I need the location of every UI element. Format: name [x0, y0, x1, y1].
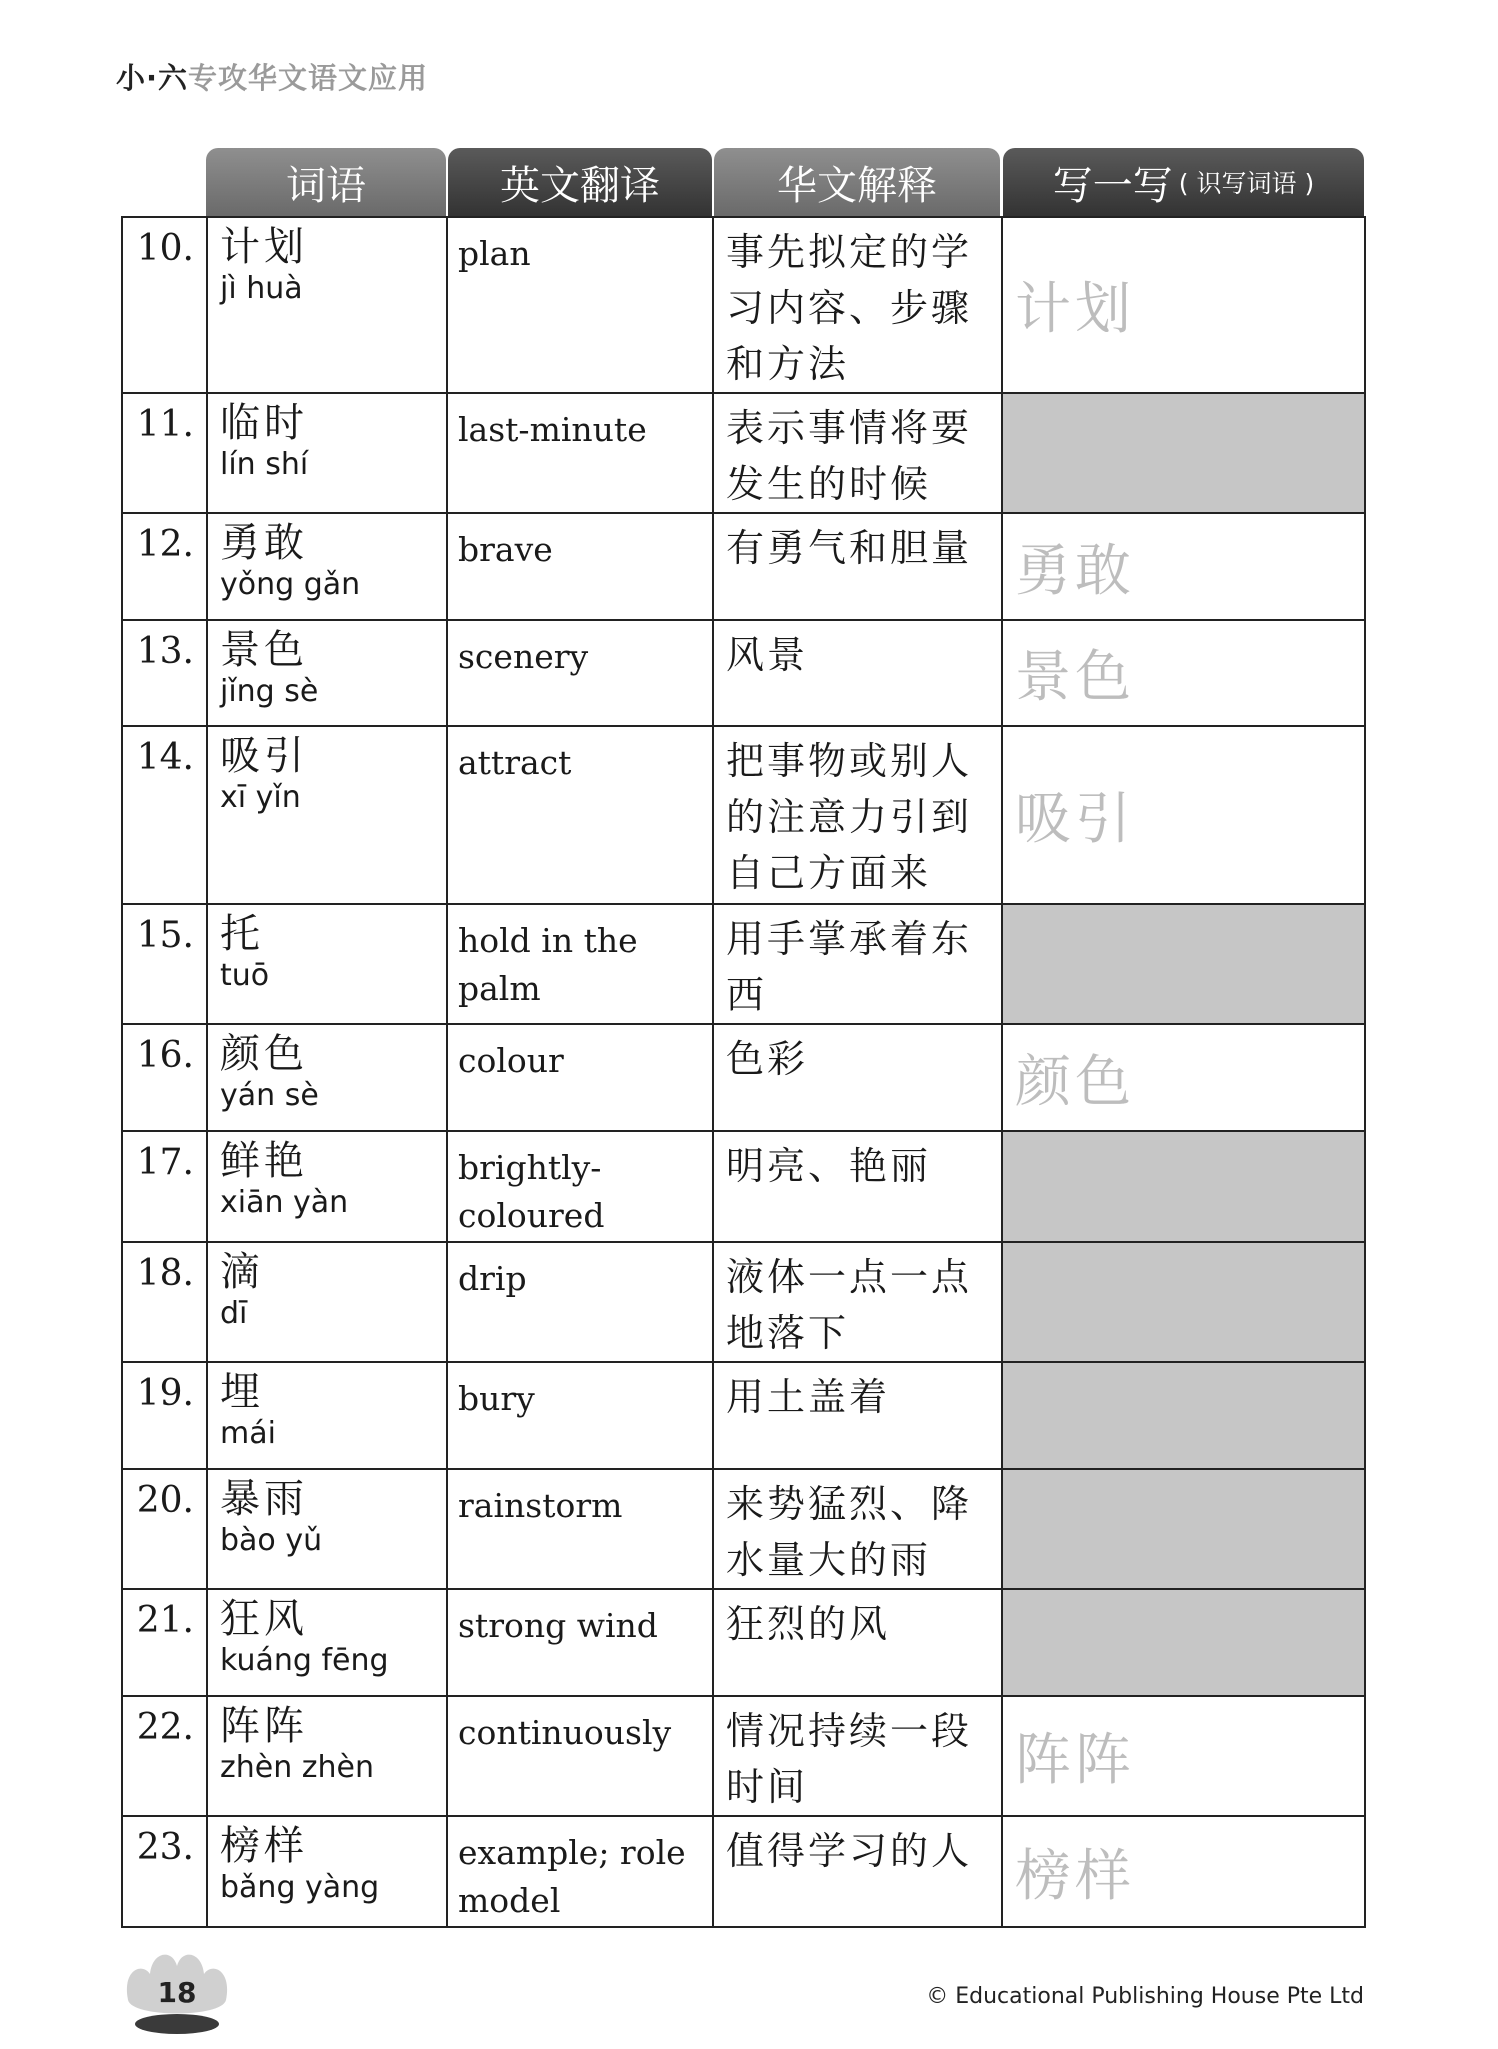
word-cell: [207, 1469, 447, 1589]
chinese-cell: 狂烈的风: [713, 1589, 1002, 1696]
word-hanzi: 榜样: [220, 1823, 308, 1869]
chinese-cell: 用土盖着: [713, 1362, 1002, 1469]
trace-word: 颜色: [1015, 1049, 1135, 1115]
table-row: [122, 1589, 1365, 1696]
write-cell[interactable]: [1002, 217, 1365, 393]
chinese-cell: 表示事情将要发生的时候: [713, 393, 1002, 513]
row-number: 16.: [122, 1024, 207, 1131]
row-number: 23.: [122, 1816, 207, 1927]
word-cell: [207, 1696, 447, 1816]
trace-word: 勇敢: [1015, 538, 1135, 604]
english-cell: colour: [447, 1024, 713, 1131]
trace-word: 吸引: [1015, 787, 1135, 852]
row-number: 20.: [122, 1469, 207, 1589]
english-cell: brightly-coloured: [447, 1131, 713, 1242]
book-title-lead: 小·六: [116, 61, 189, 95]
header-word: 词语: [206, 148, 446, 216]
word-hanzi: 临时: [220, 400, 308, 446]
row-number: 14.: [122, 726, 207, 904]
write-cell[interactable]: [1002, 904, 1365, 1024]
write-cell[interactable]: [1002, 513, 1365, 620]
word-pinyin: bào yǔ: [220, 1523, 323, 1558]
header-write: [1003, 148, 1364, 216]
word-pinyin: kuáng fēng: [220, 1643, 389, 1678]
write-cell[interactable]: [1002, 1816, 1365, 1927]
word-hanzi: 勇敢: [220, 520, 308, 566]
english-cell: plan: [447, 217, 713, 393]
row-number: 19.: [122, 1362, 207, 1469]
word-pinyin: xī yǐn: [220, 780, 301, 815]
write-cell[interactable]: [1002, 1242, 1365, 1362]
word-hanzi: 暴雨: [220, 1476, 308, 1522]
english-cell: attract: [447, 726, 713, 904]
table-row: [122, 1816, 1365, 1927]
word-pinyin: mái: [220, 1416, 276, 1451]
word-pinyin: yǒng gǎn: [220, 567, 361, 602]
english-cell: scenery: [447, 620, 713, 726]
book-title: [116, 56, 428, 97]
table-row: [122, 904, 1365, 1024]
table-row: [122, 217, 1365, 393]
row-number: 22.: [122, 1696, 207, 1816]
word-pinyin: yán sè: [220, 1078, 319, 1113]
table-row: [122, 726, 1365, 904]
word-cell: [207, 1589, 447, 1696]
trace-word: 榜样: [1015, 1843, 1135, 1909]
chinese-cell: 来势猛烈、降水量大的雨: [713, 1469, 1002, 1589]
word-hanzi: 景色: [220, 627, 308, 673]
word-hanzi: 颜色: [220, 1031, 308, 1077]
word-cell: [207, 1131, 447, 1242]
table-row: [122, 620, 1365, 726]
row-number: 18.: [122, 1242, 207, 1362]
english-cell: drip: [447, 1242, 713, 1362]
word-cell: [207, 1362, 447, 1469]
row-number: 21.: [122, 1589, 207, 1696]
word-pinyin: jǐng sè: [220, 674, 319, 709]
write-cell[interactable]: [1002, 393, 1365, 513]
word-hanzi: 计划: [220, 224, 308, 270]
word-cell: [207, 513, 447, 620]
english-cell: strong wind: [447, 1589, 713, 1696]
word-pinyin: dī: [220, 1296, 248, 1331]
table-row: [122, 1131, 1365, 1242]
word-hanzi: 滴: [220, 1249, 264, 1295]
write-cell[interactable]: [1002, 620, 1365, 726]
copyright: © Educational Publishing House Pte Ltd: [926, 1984, 1364, 2009]
chinese-cell: 有勇气和胆量: [713, 513, 1002, 620]
chinese-cell: 色彩: [713, 1024, 1002, 1131]
table-row: [122, 1696, 1365, 1816]
chinese-cell: 明亮、艳丽: [713, 1131, 1002, 1242]
header-write-note: ( 识写词语 ): [1178, 169, 1315, 198]
write-cell[interactable]: [1002, 1362, 1365, 1469]
page-number-badge: [118, 1940, 236, 2036]
word-pinyin: lín shí: [220, 447, 309, 482]
chinese-cell: 值得学习的人: [713, 1816, 1002, 1927]
word-pinyin: xiān yàn: [220, 1185, 349, 1220]
word-cell: [207, 1024, 447, 1131]
header-write-label: 写一写: [1052, 162, 1173, 209]
vocabulary-table: [121, 216, 1366, 1928]
row-number: 12.: [122, 513, 207, 620]
word-cell: [207, 620, 447, 726]
row-number: 13.: [122, 620, 207, 726]
page-number: 18: [157, 1976, 197, 2009]
english-cell: hold in the palm: [447, 904, 713, 1024]
table-row: [122, 393, 1365, 513]
table-row: [122, 1469, 1365, 1589]
word-hanzi: 狂风: [220, 1596, 308, 1642]
word-hanzi: 吸引: [220, 733, 308, 779]
chinese-cell: 用手掌承着东西: [713, 904, 1002, 1024]
row-number: 15.: [122, 904, 207, 1024]
chinese-cell: 液体一点一点地落下: [713, 1242, 1002, 1362]
row-number: 10.: [122, 217, 207, 393]
word-cell: [207, 217, 447, 393]
chinese-cell: 风景: [713, 620, 1002, 726]
word-cell: [207, 1816, 447, 1927]
row-number: 17.: [122, 1131, 207, 1242]
column-headers: [0, 148, 1498, 218]
trace-word: 计划: [1015, 277, 1135, 342]
word-pinyin: tuō: [220, 958, 270, 993]
english-cell: continuously: [447, 1696, 713, 1816]
english-cell: brave: [447, 513, 713, 620]
header-chinese: 华文解释: [714, 148, 1000, 216]
write-cell[interactable]: [1002, 1589, 1365, 1696]
table-row: [122, 513, 1365, 620]
word-hanzi: 阵阵: [220, 1703, 308, 1749]
trace-word: 阵阵: [1015, 1728, 1135, 1793]
word-hanzi: 托: [220, 911, 264, 957]
word-cell: [207, 726, 447, 904]
table-row: [122, 1024, 1365, 1131]
english-cell: rainstorm: [447, 1469, 713, 1589]
word-cell: [207, 1242, 447, 1362]
write-cell[interactable]: [1002, 1696, 1365, 1816]
table-row: [122, 1242, 1365, 1362]
write-cell[interactable]: [1002, 726, 1365, 904]
english-cell: bury: [447, 1362, 713, 1469]
word-hanzi: 鲜艳: [220, 1138, 308, 1184]
english-cell: last-minute: [447, 393, 713, 513]
chinese-cell: 事先拟定的学习内容、步骤和方法: [713, 217, 1002, 393]
word-pinyin: bǎng yàng: [220, 1870, 380, 1905]
row-number: 11.: [122, 393, 207, 513]
write-cell[interactable]: [1002, 1024, 1365, 1131]
trace-word: 景色: [1015, 645, 1135, 710]
english-cell: example; role model: [447, 1816, 713, 1927]
table-row: [122, 1362, 1365, 1469]
book-title-rest: 专攻华文语文应用: [188, 61, 429, 95]
chinese-cell: 把事物或别人的注意力引到自己方面来: [713, 726, 1002, 904]
word-pinyin: zhèn zhèn: [220, 1750, 374, 1785]
word-hanzi: 埋: [220, 1369, 264, 1415]
write-cell[interactable]: [1002, 1131, 1365, 1242]
header-english: 英文翻译: [448, 148, 712, 216]
word-cell: [207, 393, 447, 513]
chinese-cell: 情况持续一段时间: [713, 1696, 1002, 1816]
word-pinyin: jì huà: [220, 271, 303, 306]
word-cell: [207, 904, 447, 1024]
write-cell[interactable]: [1002, 1469, 1365, 1589]
